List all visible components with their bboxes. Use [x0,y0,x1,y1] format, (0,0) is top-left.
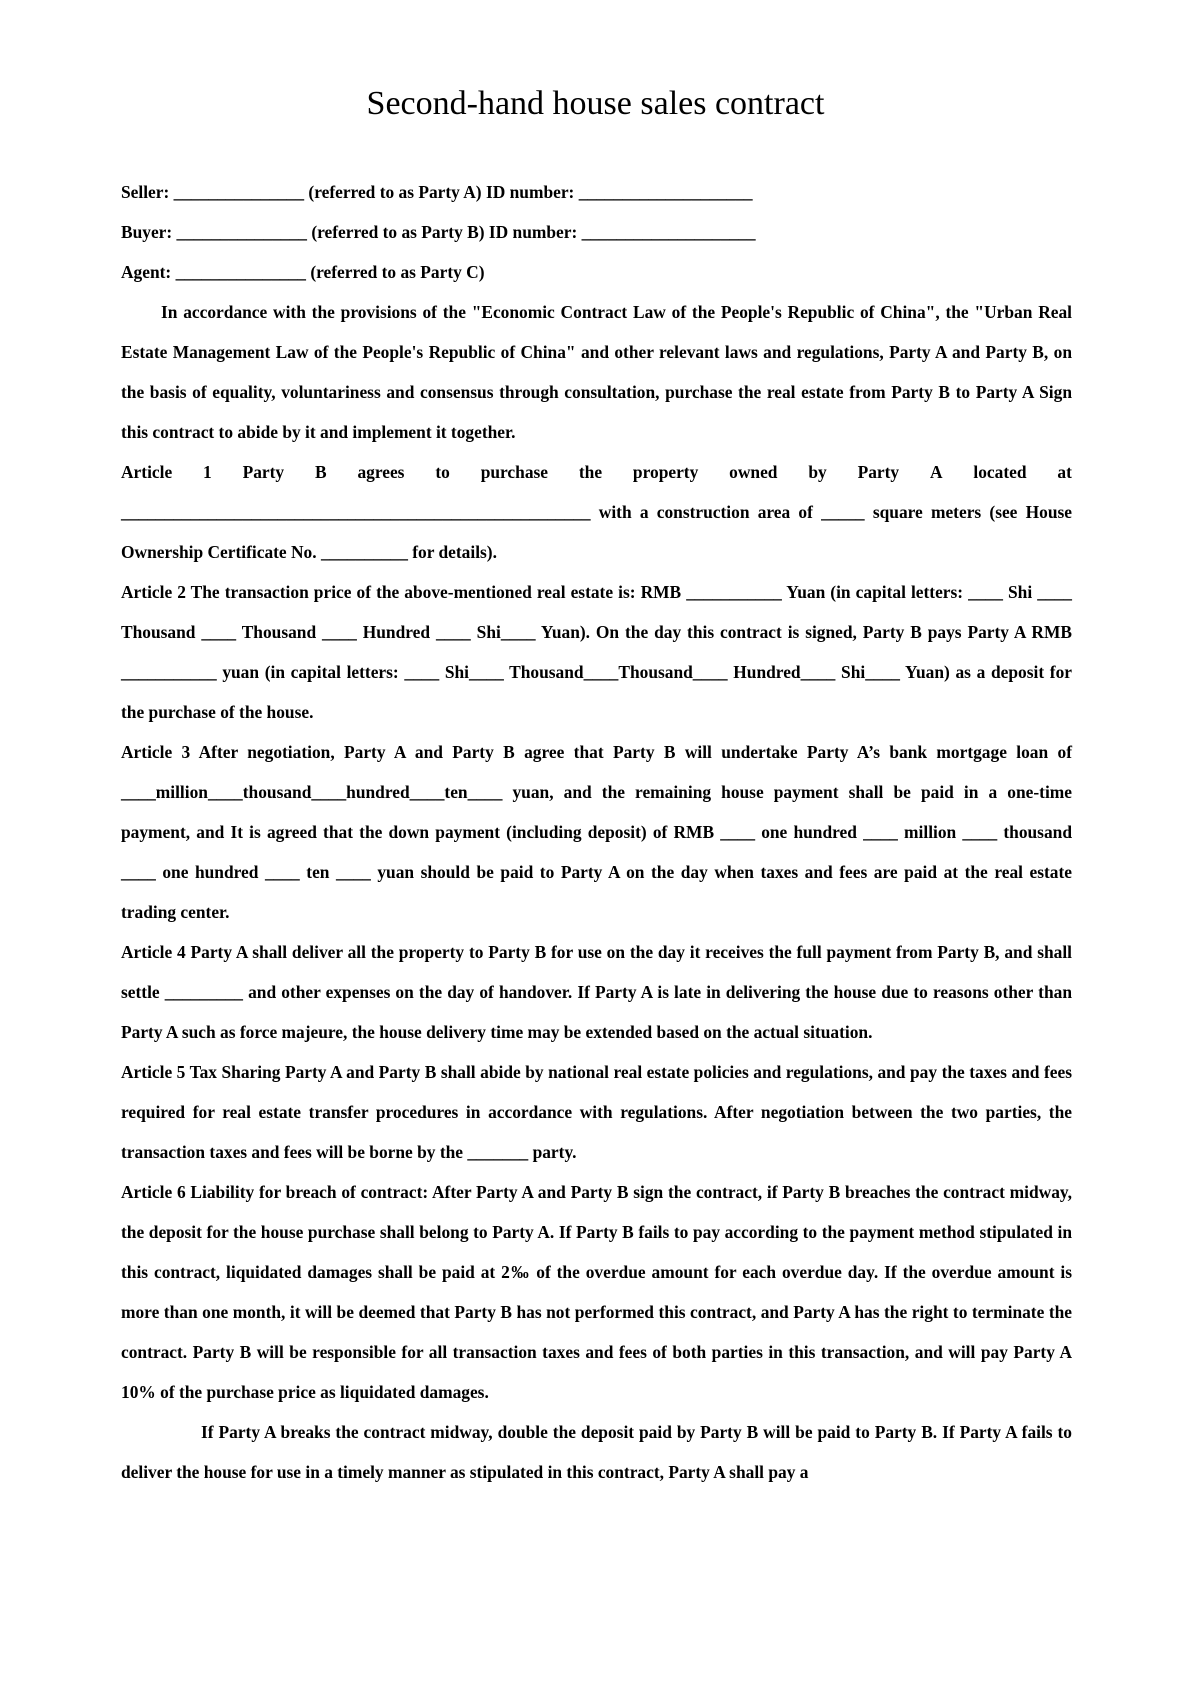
article-2: Article 2 The transaction price of the above-mentioned real estate is: RMB ___________ Yuan (in capital letters: ____ Shi ____ Thousand ____ Thousand ____ Hundred ____ Shi____ Yuan). On the day this contract is signed, Party B pays Party A RMB ___________ yuan (in capital letters: ____ Shi____ Thousand____Thousand____ Hundred____ Shi____ Yuan) as a deposit for the purchase of the house. [121,582,1072,722]
seller-line: Seller: _______________ (referred to as Party A) ID number: ____________________ [121,182,753,202]
article-1-continuation: ______________________________________________________ with a construction area of _____ square meters (see House Ownership Certificate No. __________ for details). [121,502,1072,562]
document-title: Second-hand house sales contract [366,85,825,122]
article-6: Article 6 Liability for breach of contract: After Party A and Party B sign the contract, if Party B breaches the contract midway, the deposit for the house purchase shall belong to Party A. If Party B fails to pay according to the payment method stipulated in this contract, liquidated damages shall be paid at 2‰ of the overdue amount for each overdue day. If the overdue amount is more than one month, it will be deemed that Party B has not performed this contract, and Party A has the right to terminate the contract. Party B will be responsible for all transaction taxes and fees of both parties in this transaction, and will pay Party A 10% of the purchase price as liquidated damages. [121,1182,1072,1402]
article-1-word: 1 [203,462,212,482]
article-1-word: Party [857,462,900,482]
article-3: Article 3 After negotiation, Party A and Party B agree that Party B will undertake Party A’s bank mortgage loan of ____million____thousand____hundred____ten____ yuan, and the remaining house payment shall be paid in a one-time payment, and It is agreed that the down payment (including deposit) of RMB ____ one hundred ____ million ____ thousand ____ one hundred ____ ten ____ yuan should be paid to Party A on the day when taxes and fees are paid at the real estate trading center. [121,742,1072,922]
article-1-word: at [1057,462,1072,482]
article-1-word: by [808,462,827,482]
article-4: Article 4 Party A shall deliver all the property to Party B for use on the day it receives the full payment from Party B, and shall settle _________ and other expenses on the day of handover. If Party A is late in delivering the house due to reasons other than Party A such as force majeure, the house delivery time may be extended based on the actual situation. [121,942,1072,1042]
article-1-word: the [578,462,603,482]
article-1-word: to [435,462,450,482]
article-6-continuation: If Party A breaks the contract midway, double the deposit paid by Party B will be paid to Party B. If Party A fails to deliver the house for use in a timely manner as stipulated in this contract, Party A shall pay a [121,1422,1072,1482]
article-1-word: property [632,462,699,482]
article-1-word: owned [729,462,778,482]
buyer-line: Buyer: _______________ (referred to as Party B) ID number: ____________________ [121,222,756,242]
article-1-word: B [314,462,327,482]
article-1-word: A [929,462,943,482]
intro-paragraph: In accordance with the provisions of the "Economic Contract Law of the People's Republic of China", the "Urban Real Estate Management Law of the People's Republic of China" and other relevant laws and regulations, Party A and Party B, on the basis of equality, voluntariness and consensus through consultation, purchase the real estate from Party B to Party A Sign this contract to abide by it and implement it together. [121,302,1072,442]
article-1-word: Party [242,462,285,482]
article-1-word: agrees [357,462,405,482]
article-1-word: purchase [480,462,549,482]
article-1-word: Article [121,462,173,482]
article-1-word: located [973,462,1027,482]
article-5: Article 5 Tax Sharing Party A and Party B shall abide by national real estate policies and regulations, and pay the taxes and fees required for real estate transfer procedures in accordance with regulations. After negotiation between the two parties, the transaction taxes and fees will be borne by the _______ party. [121,1062,1072,1162]
article-1-first-line [121,452,1072,492]
article-1 [121,452,1072,572]
agent-line: Agent: _______________ (referred to as Party C) [121,262,485,282]
contract-body [121,172,1072,1492]
